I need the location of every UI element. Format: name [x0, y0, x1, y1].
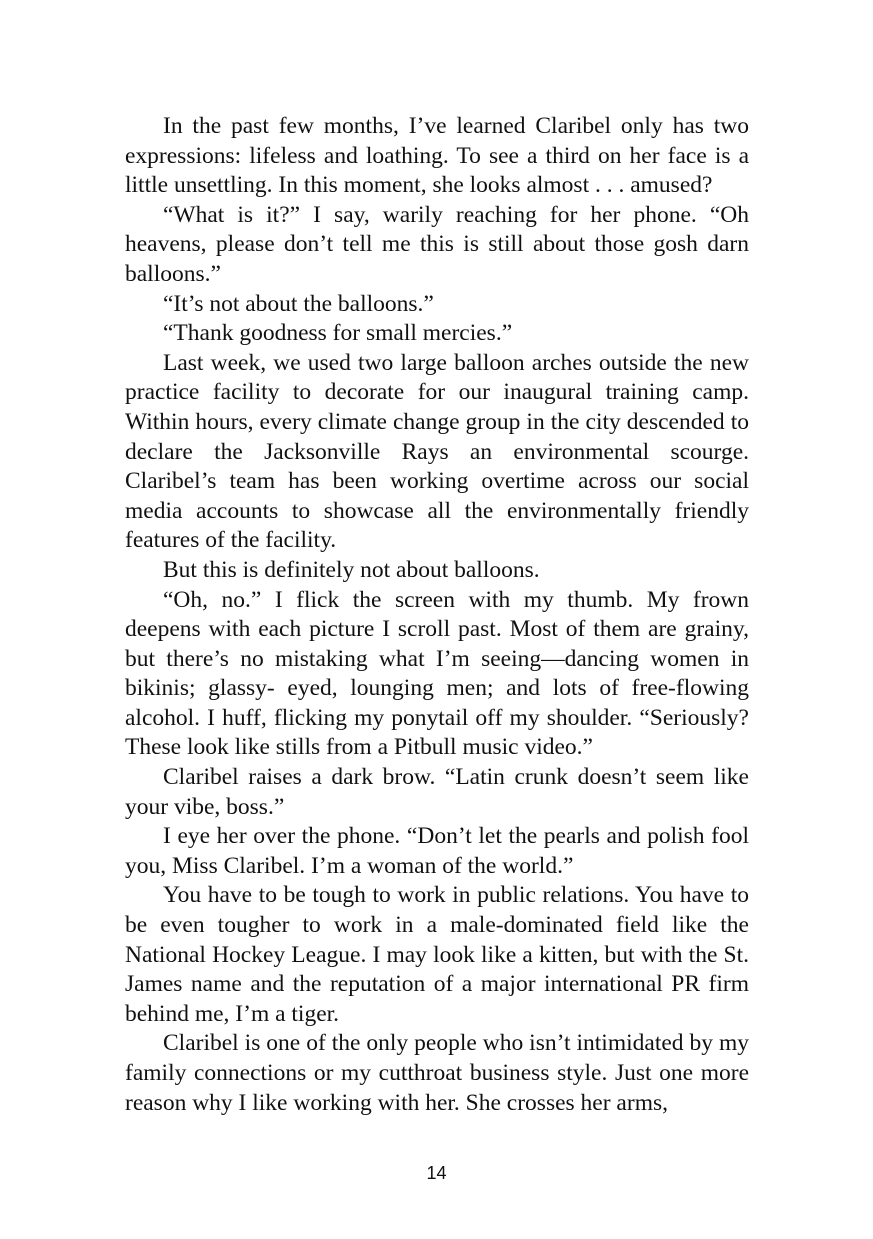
paragraph-6: But this is definitely not about balloons.	[163, 556, 540, 583]
paragraph-8: Claribel raises a dark brow. “Latin crunk doesn’t seem like your vibe, boss.”	[125, 764, 749, 820]
paragraph-5: Last week, we used two large balloon arches outside the new practice facility to decorate for our inaugural training camp. Within hours, every climate change group in the city descended to declare the Jacksonville Rays an environmental scourge. Claribel’s team has been working overtime across our social media accounts to showcase all the environmentally friendly features of the facility.	[125, 349, 749, 554]
page-body	[125, 112, 749, 1118]
paragraph-3: “It’s not about the balloons.”	[163, 290, 434, 317]
paragraph-4: “Thank goodness for small mercies.”	[163, 320, 513, 347]
paragraph-1: In the past few months, I’ve learned Claribel only has two expressions: lifeless and loathing. To see a third on her face is a little unsettling. In this moment, she looks almost . . . amused?	[125, 113, 749, 199]
paragraph-9: I eye her over the phone. “Don’t let the pearls and polish fool you, Miss Claribel. I’m a woman of the world.”	[125, 823, 749, 879]
paragraph-11: Claribel is one of the only people who isn’t intimidated by my family connections or my cutthroat business style. Just one more reason why I like working with her. She crosses her arms,	[125, 1030, 749, 1116]
paragraph-7: “Oh, no.” I flick the screen with my thumb. My frown deepens with each picture I scroll past. Most of them are grainy, but there’s no mistaking what I’m seeing—dancing women in bikinis; glassy- eyed, lounging men; and lots of free-flowing alcohol. I huff, flicking my ponytail off my shoulder. “Seriously? These look like stills from a Pitbull music video.”	[125, 586, 749, 761]
paragraph-2: “What is it?” I say, warily reaching for her phone. “Oh heavens, please don’t tell me this is still about those gosh darn balloons.”	[125, 201, 749, 287]
paragraph-10: You have to be tough to work in public relations. You have to be even tougher to work in a male-dominated field like the National Hockey League. I may look like a kitten, but with the St. James name and the reputation of a major international PR firm behind me, I’m a tiger.	[125, 882, 749, 1027]
page-number: 14	[426, 1163, 447, 1183]
